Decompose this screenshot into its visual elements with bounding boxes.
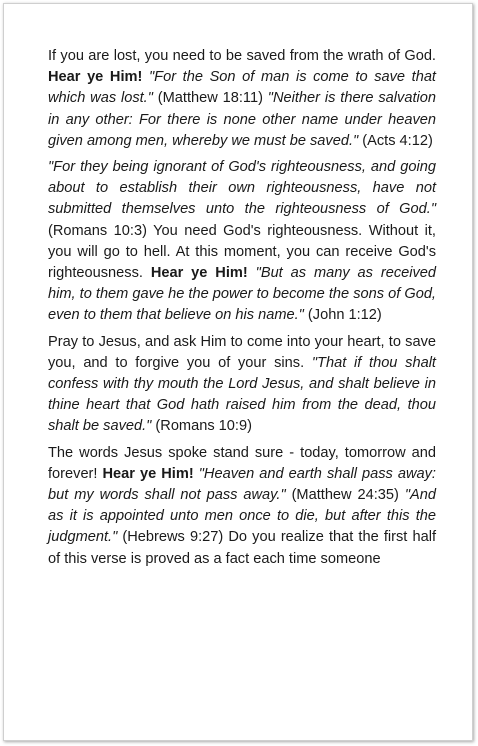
scripture-quote: "And as it is appointed unto men once to die, but after this the judgment.": [48, 487, 436, 546]
paragraph-1: [48, 46, 436, 152]
text-run: [248, 265, 256, 281]
text-run: The words Jesus spoke stand sure - today, tomorrow and forever!: [48, 444, 436, 482]
scripture-quote: "Neither is there salvation in any other: For there is none other name under heaven given among men, whereby we must be saved.": [48, 90, 436, 149]
scripture-quote: "But as many as received him, to them gave he the power to become the sons of God, even to them that believe on his name.": [48, 265, 437, 324]
scripture-reference: (John 1:12): [303, 307, 382, 324]
scripture-quote: "That if thou shalt confess with thy mouth the Lord Jesus, and shalt believe in thine heart that God hath raised him from the dead, thou shalt be saved.": [48, 354, 436, 435]
text-run: (Hebrews 9:27) Do you realize that the first half of this verse is proved as a fact each time someone: [48, 529, 436, 567]
emphasis-hear-ye-him: Hear ye Him!: [150, 265, 248, 282]
emphasis-hear-ye-him: Hear ye Him!: [102, 465, 194, 482]
paragraph-2: [48, 157, 436, 327]
scripture-quote: "For the Son of man is come to save that which was lost.": [48, 69, 436, 107]
text-run: If you are lost, you need to be saved from the wrath of God.: [48, 48, 436, 64]
emphasis-hear-ye-him: Hear ye Him!: [48, 69, 143, 86]
text-run: Pray to Jesus, and ask Him to come into your heart, to save you, and to forgive you of your sins.: [48, 333, 436, 371]
scripture-reference: (Matthew 18:11): [152, 90, 268, 107]
paragraph-4: [48, 443, 436, 570]
scripture-reference: (Matthew 24:35): [285, 487, 405, 504]
text-run: (Romans 10:3) You need God's righteousness. Without it, you will go to hell. At this moment, you can receive God's righteousness.: [48, 222, 436, 282]
paragraph-3: [48, 332, 436, 438]
tract-text: [48, 46, 436, 575]
text-run: [142, 69, 149, 85]
scripture-reference: (Romans 10:9): [151, 418, 252, 435]
scripture-quote: "Heaven and earth shall pass away: but my words shall not pass away.": [48, 465, 436, 504]
tract-page: [3, 3, 473, 741]
scripture-reference: (Acts 4:12): [358, 132, 433, 149]
scripture-quote: "For they being ignorant of God's righteousness, and going about to establish their own righteousness, have not submitted themselves unto the righteousness of God.": [48, 159, 436, 218]
